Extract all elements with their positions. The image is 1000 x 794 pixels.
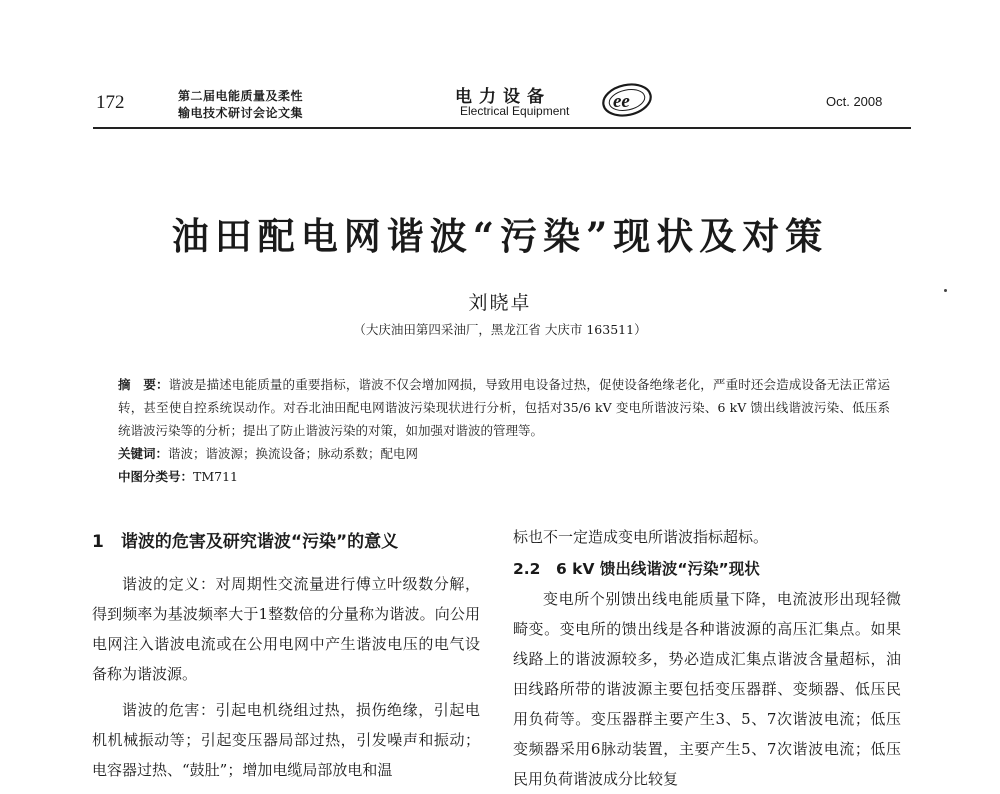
abstract-label: 摘 要： <box>118 377 169 392</box>
left-column <box>92 527 480 785</box>
abstract-block <box>118 373 890 488</box>
section-1-heading: 1 谐波的危害及研究谐波“污染”的意义 <box>92 532 399 552</box>
conference-line-1: 第二届电能质量及柔性 <box>178 89 304 103</box>
continued-text: 标也不一定造成变电所谐波指标超标。 <box>513 528 769 546</box>
article-title: 油田配电网谐波“污染”现状及对策 <box>171 214 829 258</box>
ee-journal-logo-icon <box>600 80 654 120</box>
conference-line-2: 输电技术研讨会论文集 <box>178 106 304 120</box>
feeder-harmonics-paragraph: 变电所个别馈出线电能质量下降，电流波形出现轻微畸变。变电所的馈出线是各种谐波源的高压汇集点。如果线路上的谐波源较多，势必造成汇集点谐波含量超标，油田线路所带的谐波源主要包括变压器群、变频器、低压民用负荷等。变压器群主要产生3、5、7次谐波电流；低压变频器采用6脉动装置，主要产生5、7次谐波电流；低压民用负荷谐波成分比较复 <box>513 590 901 788</box>
author-affiliation: （大庆油田第四采油厂，黑龙江省 大庆市 163511） <box>353 322 647 337</box>
harmonic-hazard-paragraph: 谐波的危害：引起电机绕组过热，损伤绝缘，引起电机机械振动等；引起变压器局部过热，引发噪声和振动；电容器过热、“鼓肚”；增加电缆局部放电和温 <box>92 701 480 779</box>
page-number: 172 <box>96 92 125 113</box>
abstract-text: 谐波是描述电能质量的重要指标，谐波不仅会增加网损，导致用电设备过热，促使设备绝缘老化，严重时还会造成设备无法正常运转，甚至使自控系统误动作。对吞北油田配电网谐波污染现状进行分析，包括对35/6 kV 变电所谐波污染、6 kV 馈出线谐波污染、低压系统谐波污染等的分析；提出了防止谐波污染的对策，如加强对谐波的管理等。 <box>118 377 890 438</box>
keywords-label: 关键词： <box>118 446 169 461</box>
header-divider <box>93 127 911 129</box>
author-name: 刘晓卓 <box>468 292 532 314</box>
classification-code: TM711 <box>193 469 239 484</box>
keywords-text: 谐波；谐波源；换流设备；脉动系数；配电网 <box>168 446 419 461</box>
classification-line <box>118 465 890 488</box>
journal-title-en: Electrical Equipment <box>460 104 570 118</box>
journal-title-cn: 电力设备 <box>455 87 551 107</box>
section-2-2-heading: 2.2 6 kV 馈出线谐波“污染”现状 <box>513 560 760 578</box>
harmonic-definition-paragraph: 谐波的定义：对周期性交流量进行傅立叶级数分解，得到频率为基波频率大于1整数倍的分量称为谐波。向公用电网注入谐波电流或在公用电网中产生谐波电压的电气设备称为谐波源。 <box>92 575 480 683</box>
keywords-line <box>118 442 890 465</box>
abstract-paragraph <box>118 373 890 442</box>
issue-date: Oct. 2008 <box>826 94 883 109</box>
classification-label: 中图分类号： <box>118 469 194 484</box>
svg-text:ee: ee <box>613 91 630 112</box>
conference-name <box>178 88 303 122</box>
right-column <box>513 522 901 794</box>
